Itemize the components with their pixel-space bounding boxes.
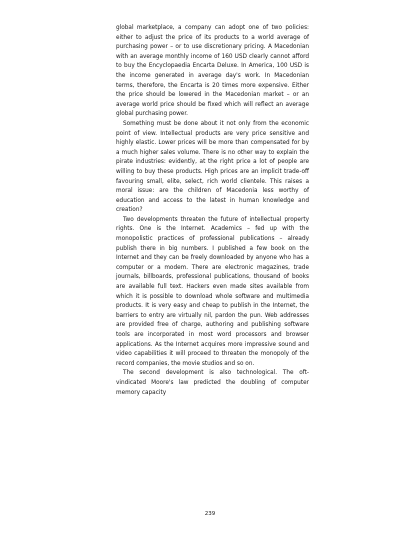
paragraph-4: The second development is also technological. The oft-vindicated Moore's law predicted the doubling of computer memory capacity xyxy=(116,370,309,396)
paragraph-2: Something must be done about it not only from the economic point of view. Intellectual products are very price sensitive and highly elastic. Lower prices will be more than compensated for by a much higher sales volume. There is no other way to explain the pirate industries: evidently, at the right price a lot of people are willing to buy these products. High prices are an implicit trade-off favouring small, elite, select, rich world clientele. This raises a moral issue: are the children of Macedonia less worthy of education and access to the latest in human knowledge and creation? xyxy=(116,120,309,214)
body-text xyxy=(116,24,309,398)
paragraph-1: global marketplace, a company can adopt one of two policies: either to adjust the price of its products to a world average of purchasing power – or to use discretionary pricing. A Macedonian with an average monthly income of 160 USD clearly cannot afford to buy the Encyclopaedia Encarta Deluxe. In America, 100 USD is the income generated in average day's work. In Macedonian terms, therefore, the Encarta is 20 times more expensive. Either the price should be lowered in the Macedonian market – or an average world price should be fixed which will reflect an average global purchasing power. xyxy=(116,25,309,118)
paragraph-3: Two developments threaten the future of intellectual property rights. One is the Internet. Academics – fed up with the monopolistic practices of professional publications – already publish there in big numbers. I published a few book on the Internet and they can be freely downloaded by anyone who has a computer or a modem. There are electronic magazines, trade journals, billboards, professional publications, thousand of books are available full text. Hackers even made sites available from which it is possible to download whole software and multimedia products. It is very easy and cheap to publish in the Internet, the barriers to entry are virtually nil, pardon the pun. Web addresses are provided free of charge, authoring and publishing software tools are incorporated in most word processors and browser applications. As the Internet acquires more impressive sound and video capabilities it will proceed to threaten the monopoly of the record companies, the movie studios and so on. xyxy=(116,216,309,367)
page-number: 239 xyxy=(204,511,216,517)
